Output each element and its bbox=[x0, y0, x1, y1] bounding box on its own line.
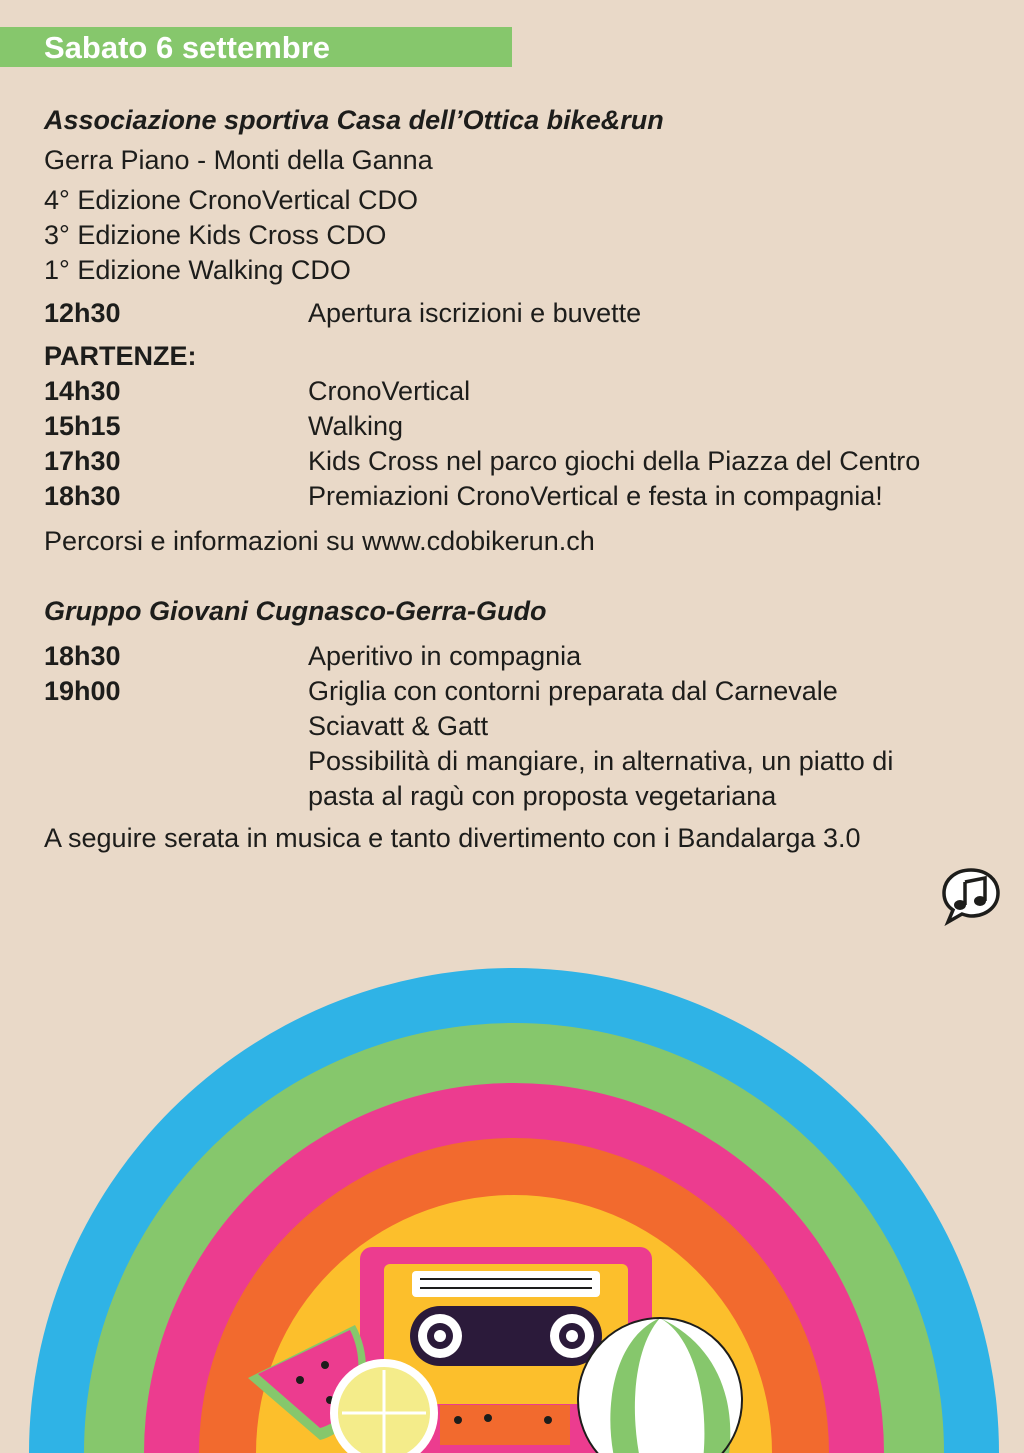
music-note-bubble-icon bbox=[940, 866, 1002, 926]
schedule-time: 19h00 bbox=[44, 676, 121, 706]
edition-line: 4° Edizione CronoVertical CDO bbox=[44, 185, 418, 215]
edition-line: 3° Edizione Kids Cross CDO bbox=[44, 220, 387, 250]
closing-text bbox=[44, 821, 860, 856]
departures-label: PARTENZE: bbox=[44, 341, 197, 371]
org-title-cdo: Associazione sportiva Casa dell’Ottica bike&run bbox=[44, 105, 664, 135]
schedule-desc: Kids Cross nel parco giochi della Piazza del Centro bbox=[308, 446, 921, 476]
schedule-time: 17h30 bbox=[44, 446, 121, 476]
schedule-desc: Griglia con contorni preparata dal Carnevale bbox=[308, 676, 838, 706]
location-text: Gerra Piano - Monti della Ganna bbox=[44, 145, 433, 175]
schedule-desc: Possibilità di mangiare, in alternativa, un piatto di bbox=[308, 746, 894, 776]
schedule-desc: Aperitivo in compagnia bbox=[308, 641, 582, 671]
schedule-desc: CronoVertical bbox=[308, 376, 471, 406]
schedule-desc: Sciavatt & Gatt bbox=[308, 711, 489, 741]
schedule-desc: pasta al ragù con proposta vegetariana bbox=[308, 781, 777, 811]
band-name: Bandalarga 3.0 bbox=[677, 823, 861, 853]
schedule-desc: Apertura iscrizioni e buvette bbox=[308, 298, 642, 328]
schedule-desc: Premiazioni CronoVertical e festa in compagnia! bbox=[308, 481, 883, 511]
schedule-time: 15h15 bbox=[44, 411, 121, 441]
schedule-time: 18h30 bbox=[44, 481, 121, 511]
org-title-gruppo-giovani: Gruppo Giovani Cugnasco-Gerra-Gudo bbox=[44, 596, 547, 626]
closing-prefix: A seguire serata in musica e tanto divertimento con i bbox=[44, 823, 678, 853]
schedule-time: 18h30 bbox=[44, 641, 121, 671]
schedule-time: 14h30 bbox=[44, 376, 121, 406]
info-text: Percorsi e informazioni su www.cdobikerun.ch bbox=[44, 526, 595, 556]
date-header-title: Sabato 6 settembre bbox=[44, 30, 330, 65]
schedule-desc: Walking bbox=[308, 411, 404, 441]
schedule-time: 12h30 bbox=[44, 298, 121, 328]
edition-line: 1° Edizione Walking CDO bbox=[44, 255, 351, 285]
rainbow-cassette-illustration bbox=[0, 960, 1024, 1453]
